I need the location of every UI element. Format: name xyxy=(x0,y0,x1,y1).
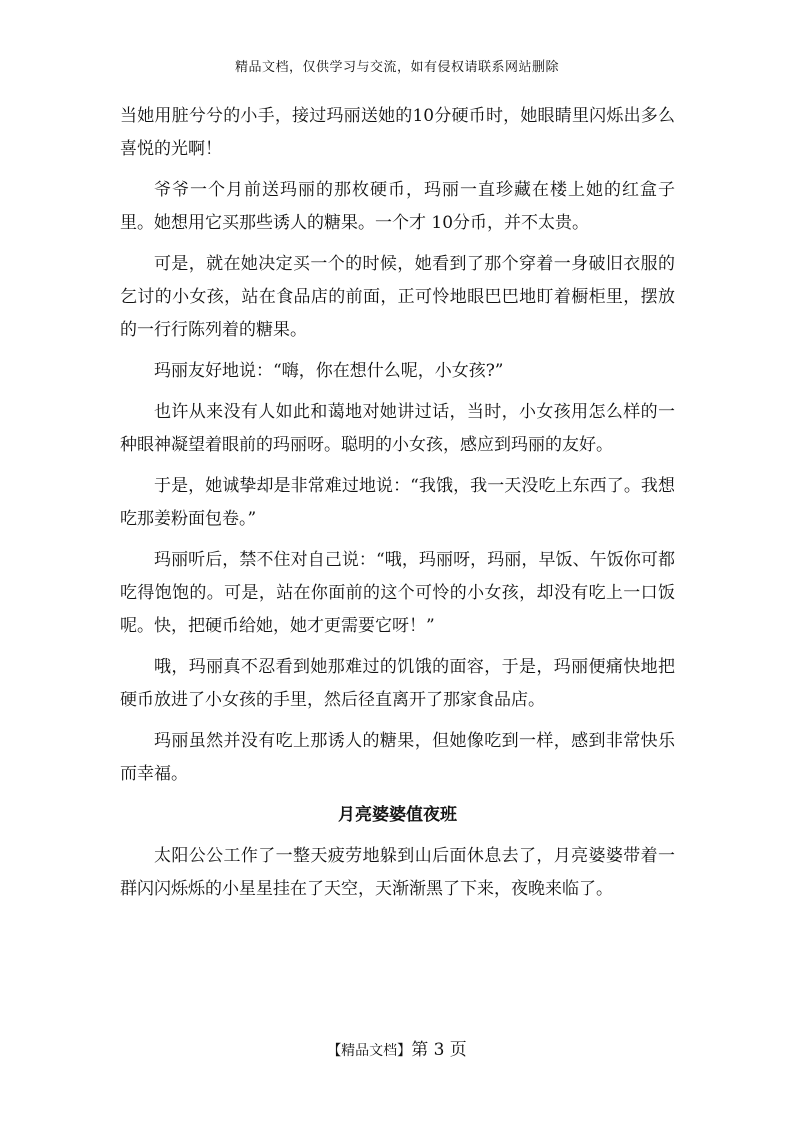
paragraph-6: 于是，她诚挚却是非常难过地说：“我饿，我一天没吃上东西了。我想吃那姜粉面包卷。” xyxy=(120,476,675,529)
page-number: 第 3 页 xyxy=(411,1040,467,1060)
paragraph-4: 玛丽友好地说：“嗨，你在想什么呢，小女孩?” xyxy=(154,361,504,381)
document-body xyxy=(120,100,675,914)
section-paragraph-1: 太阳公公工作了一整天疲劳地躲到山后面休息去了，月亮婆婆带着一群闪闪烁烁的小星星挂在了天空，天渐渐黑了下来，夜晚来临了。 xyxy=(120,846,675,899)
footer-tag: 【精品文档】 xyxy=(327,1043,412,1059)
paragraph-5: 也许从来没有人如此和蔼地对她讲过话，当时，小女孩用怎么样的一种眼神凝望着眼前的玛丽呀。聪明的小女孩，感应到玛丽的友好。 xyxy=(120,402,675,455)
paragraph-2: 爷爷一个月前送玛丽的那枚硬币，玛丽一直珍藏在楼上她的红盒子里。她想用它买那些诱人的糖果。一个才 10分币，并不太贵。 xyxy=(120,180,675,233)
page-header: 精品文档，仅供学习与交流，如有侵权请联系网站删除 xyxy=(234,60,559,75)
paragraph-9: 玛丽虽然并没有吃上那诱人的糖果，但她像吃到一样，感到非常快乐而幸福。 xyxy=(120,731,675,784)
paragraph-3: 可是，就在她决定买一个的时候，她看到了那个穿着一身破旧衣服的乞讨的小女孩，站在食品店的前面，正可怜地眼巴巴地盯着橱柜里，摆放的一行行陈列着的糖果。 xyxy=(120,254,675,340)
page-footer xyxy=(0,1035,794,1060)
paragraph-1: 当她用脏兮兮的小手，接过玛丽送她的10分硬币时，她眼睛里闪烁出多么喜悦的光啊！ xyxy=(120,106,675,159)
section-title: 月亮婆婆值夜班 xyxy=(338,805,457,825)
paragraph-7: 玛丽听后，禁不住对自己说：“哦，玛丽呀，玛丽，早饭、午饭你可都吃得饱饱的。可是，站在你面前的这个可怜的小女孩，却没有吃上一口饭呢。快，把硬币给她，她才更需要它呀！” xyxy=(120,550,675,636)
paragraph-8: 哦，玛丽真不忍看到她那难过的饥饿的面容，于是，玛丽便痛快地把硬币放进了小女孩的手里，然后径直离开了那家食品店。 xyxy=(120,657,675,710)
